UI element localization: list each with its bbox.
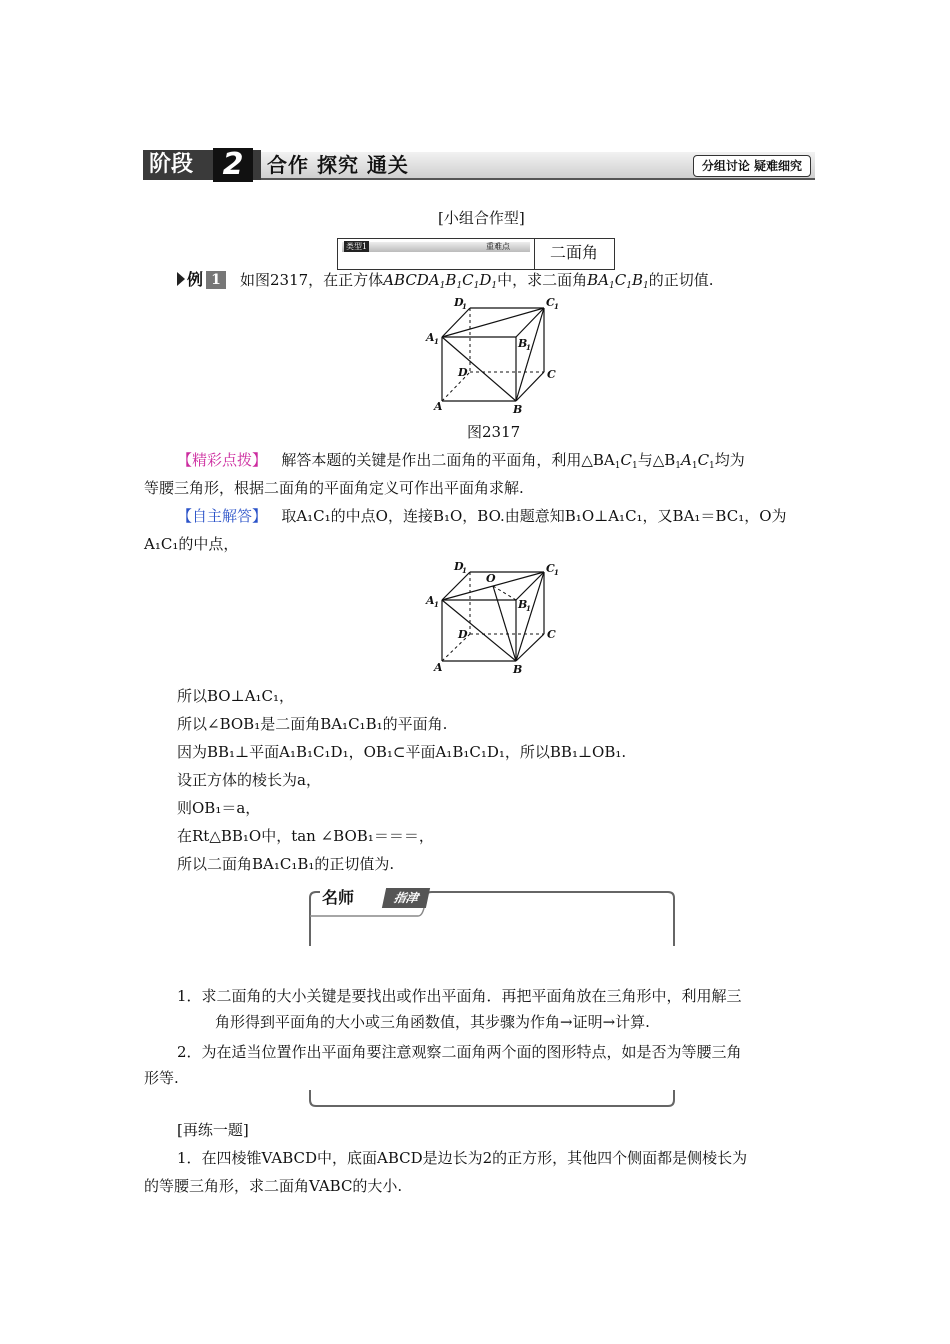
- label2-B: B: [513, 663, 523, 676]
- label2-D1: D: [454, 560, 464, 573]
- hint-text-c: 与△B: [637, 451, 676, 469]
- solution-step: 所以二面角BA₁C₁B₁的正切值为.: [177, 855, 395, 873]
- label-C1: C: [546, 296, 555, 309]
- label2-A: A: [434, 661, 443, 674]
- solution-text-1: 取A₁C₁的中点O，连接B₁O，BO.由题意知B₁O⊥A₁C₁，又BA₁＝BC₁，O为: [281, 507, 787, 525]
- hint-text-b: C: [620, 451, 632, 469]
- hint-line-1: 【精彩点拨】 解答本题的关键是作出二面角的平面角，利用$\triangle BA_1C_1$与$\triangle B_1A_1C_1$均为: [177, 451, 745, 471]
- section-label: [小组合作型]: [438, 209, 525, 227]
- label2-C1-sub: 1: [554, 568, 559, 577]
- diag2-A1B: [442, 600, 516, 661]
- practice-line-1: 1．在四棱锥VABCD中，底面ABCD是边长为2的正方形，其他四个侧面都是侧棱长为: [177, 1149, 748, 1167]
- solution-line-1: [177, 506, 787, 526]
- stage-header: [143, 148, 815, 182]
- hint-label: 【精彩点拨】: [177, 451, 268, 469]
- label-A1-sub: 1: [434, 337, 439, 346]
- type-box: [337, 238, 615, 270]
- label2-O: O: [486, 572, 496, 585]
- label-B1: B: [518, 337, 528, 350]
- label-B: B: [513, 403, 523, 416]
- teacher-point: 形等.: [144, 1069, 179, 1087]
- solution-step: 设正方体的棱长为a，: [177, 771, 321, 789]
- solution-step: 则OB₁＝a，: [177, 799, 261, 817]
- stage-label: 阶段: [143, 150, 261, 180]
- solution-step: 所以∠BOB₁是二面角BA₁C₁B₁的平面角.: [177, 715, 448, 733]
- stage-title: 合作 探究 通关: [267, 153, 409, 177]
- type-tag: 类型1: [346, 242, 368, 251]
- example-label: 例: [187, 270, 204, 289]
- solution-step: 因为BB₁⊥平面A₁B₁C₁D₁，OB₁⊂平面A₁B₁C₁D₁，所以BB₁⊥OB₁.: [177, 743, 627, 761]
- solution-step: 在Rt△BB₁O中，tan ∠BOB₁＝＝＝，: [177, 827, 434, 845]
- type-box-banner: [338, 239, 534, 269]
- diag-A1C1: [442, 308, 544, 337]
- hint-line-2: 等腰三角形，根据二面角的平面角定义可作出平面角求解.: [144, 479, 524, 497]
- teacher-box-badge: 指津: [382, 888, 430, 908]
- label2-A1-sub: 1: [434, 600, 439, 609]
- type-tag-level: 重难点: [486, 242, 510, 251]
- seg-OB: [493, 586, 516, 661]
- cube-figure-2: [420, 558, 570, 678]
- label-A1: A: [426, 331, 435, 344]
- solution-step: 所以BO⊥A₁C₁，: [177, 687, 295, 705]
- example-number: 1: [206, 271, 226, 289]
- label2-C1: C: [546, 562, 555, 575]
- figure-caption: 图2317: [467, 423, 521, 441]
- practice-label: [再练一题]: [177, 1121, 249, 1139]
- label-B1-sub: 1: [526, 343, 531, 352]
- teacher-box-head: [322, 886, 420, 910]
- teacher-box-bottom: [308, 1090, 676, 1110]
- cube-figure-1: [420, 292, 570, 420]
- label-C: C: [547, 368, 556, 381]
- hint-text-a: 解答本题的关键是作出二面角的平面角，利用△BA: [281, 451, 615, 469]
- solution-line-2: A₁C₁的中点，: [144, 535, 239, 553]
- teacher-point: 2．为在适当位置作出平面角要注意观察二面角两个面的图形特点，如是否为等腰三角: [177, 1043, 742, 1061]
- stage-number: 2: [213, 148, 253, 182]
- label-C1-sub: 1: [554, 302, 559, 311]
- stage-tag: 分组讨论 疑难细究: [693, 155, 811, 177]
- teacher-point: 1．求二面角的大小关键是要找出或作出平面角．再把平面角放在三角形中，利用解三: [177, 987, 742, 1005]
- example-text-b: 中，求二面角: [497, 271, 588, 289]
- hint-text-f: 均为: [714, 451, 745, 469]
- label2-A1: A: [426, 594, 435, 607]
- hint-text-d: A: [680, 451, 692, 469]
- label2-C: C: [547, 628, 556, 641]
- teacher-box-frame-bottom: [308, 1090, 676, 1110]
- example-text: 如图2317，在正方体$ABCDA_1B_1C_1D_1$中，求二面角$BA_1C_1B_1$的正切值.: [240, 271, 714, 291]
- label-D1: D: [454, 296, 464, 309]
- example-text-a: 如图2317，在正方体: [240, 271, 384, 289]
- solution-label: 【自主解答】: [177, 507, 268, 525]
- label2-B1: B: [518, 598, 528, 611]
- label2-B1-sub: 1: [526, 604, 531, 613]
- label-A: A: [434, 400, 443, 413]
- type-name: 二面角: [549, 243, 598, 262]
- example-arrow-icon: [177, 272, 185, 286]
- label2-D1-sub: 1: [462, 566, 467, 575]
- example-text-c: 的正切值.: [648, 271, 714, 289]
- practice-line-2: 的等腰三角形，求二面角VABC的大小.: [144, 1177, 403, 1195]
- diag-A1B: [442, 337, 516, 401]
- label2-D: D: [458, 628, 468, 641]
- hint-text-e: C: [697, 451, 710, 469]
- teacher-box-title: 名师: [322, 888, 355, 907]
- teacher-box-top: [308, 886, 676, 946]
- label-D: D: [458, 366, 468, 379]
- label-D1-sub: 1: [462, 302, 467, 311]
- teacher-point: 角形得到平面角的大小或三角函数值，其步骤为作角→证明→计算.: [215, 1013, 650, 1031]
